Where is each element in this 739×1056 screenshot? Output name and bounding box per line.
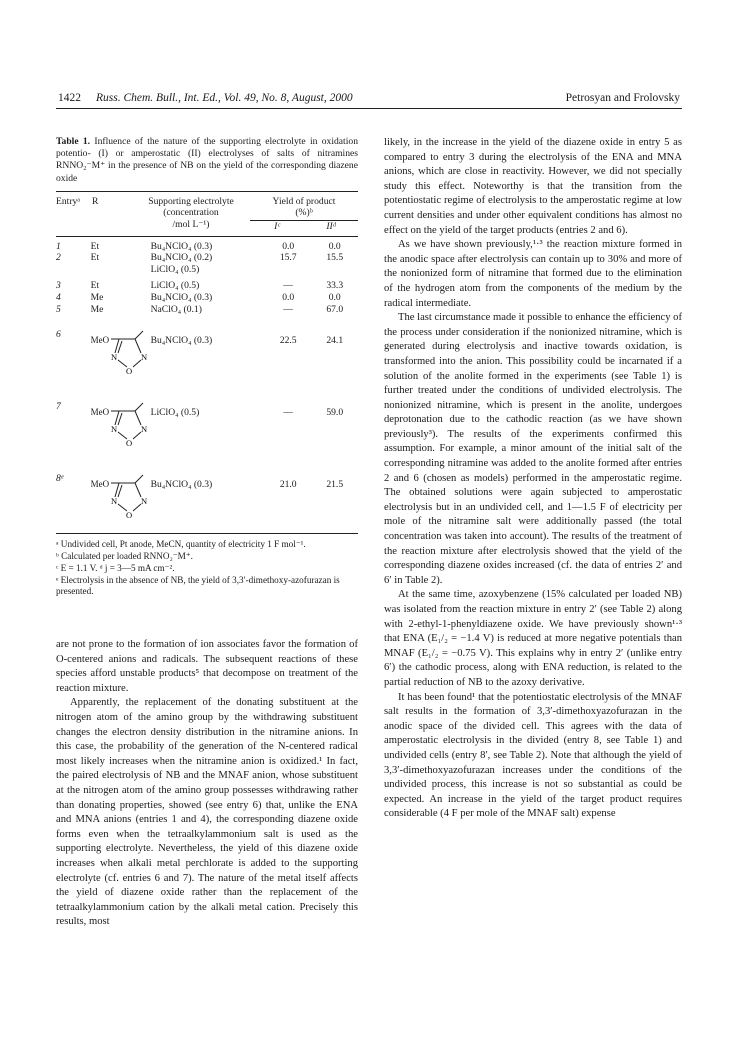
table-1 — [56, 136, 358, 598]
cell-yield-i: 0.0 — [282, 240, 295, 252]
col-electrolyte-line-1: Supporting electrolyte — [148, 195, 234, 207]
cell-yield-i — [265, 264, 312, 276]
cell-yield-i: 15.7 — [279, 252, 297, 264]
header-rule — [56, 108, 682, 109]
structure-meo-label: MeO — [90, 335, 110, 346]
cell-yield-ii: 15.5 — [326, 252, 344, 264]
cell-r-structure — [91, 401, 151, 447]
cell-yield-i: — — [283, 280, 293, 292]
table-row — [56, 264, 358, 276]
table-row — [56, 241, 358, 253]
cell-electrolyte: Bu₄NClO₄ (0.3) — [150, 240, 213, 252]
cell-entry — [56, 264, 91, 276]
col-yield — [250, 196, 358, 233]
furazan-ring-drawing — [111, 473, 153, 519]
ring-n-right: N — [140, 352, 147, 363]
cell-electrolyte: Bu₄NClO₄ (0.3) — [150, 291, 213, 303]
ring-o: O — [125, 438, 132, 448]
table-header — [56, 196, 358, 233]
col-yield-i: Iᶜ — [274, 221, 280, 232]
table-row — [56, 252, 358, 264]
footnote-b: ᵇ Calculated per loaded RNNO₂⁻M⁺. — [56, 550, 193, 561]
cell-yield-i: 21.0 — [279, 479, 297, 491]
cell-yield-i: 22.5 — [279, 335, 297, 347]
footnote-a: ᵃ Undivided cell, Pt anode, MeCN, quantity of electricity 1 F mol⁻¹. — [56, 539, 306, 550]
cell-electrolyte: LiClO₄ (0.5) — [150, 280, 200, 292]
cell-r: Et — [90, 252, 100, 264]
cell-yield-ii: 21.5 — [326, 479, 344, 491]
cell-yield-i: — — [283, 303, 293, 315]
ring-n-left: N — [110, 352, 117, 363]
ring-n-right: N — [140, 424, 147, 435]
furazan-ring-drawing — [111, 401, 153, 447]
cell-electrolyte: Bu₄NClO₄ (0.2) — [150, 252, 213, 264]
cell-r-structure — [91, 329, 151, 375]
cell-yield-i: 0.0 — [282, 291, 295, 303]
page-number: 1422 — [58, 92, 81, 104]
cell-r-structure — [91, 473, 151, 519]
right-column-text — [384, 136, 682, 822]
methoxyfurazan-structure — [91, 401, 151, 447]
cell-entry: 6 — [56, 329, 61, 341]
paragraph: are not prone to the formation of ion associates favor the formation of O-centered anions and radicals. The subsequent reactions of these species afford unstable products⁵ that decompose on treatment of the reaction mixture. — [56, 639, 358, 694]
col-yield-line-2: (%)ᵇ — [295, 207, 313, 219]
cell-r: Me — [90, 303, 104, 315]
table-top-rule — [56, 191, 358, 192]
cell-yield-ii: 0.0 — [328, 240, 341, 252]
table-body — [56, 241, 358, 520]
table-row — [56, 292, 358, 304]
cell-yield-ii: 33.3 — [326, 280, 344, 292]
cell-entry: 1 — [56, 240, 61, 252]
paragraph: Apparently, the replacement of the donating substituent at the nitrogen atom of the amino group by the withdrawing substituent changes the electron density distribution in the nitramine anions. In this case, the probability of the generation of the N-centered radical most likely increases when the nitramine anion is oxidized.¹ In fact, the paired electrolysis of NB and the MNAF anion, whose substituent at the nitrogen atom of the amino group possesses withdrawing rather than donating properties, showed (see entry 6) that, unlike the ENA and MNA anions (entries 1 and 4), the corresponding diazene oxide forms even when the tetraalkylammonium salt is used as the supporting electrolyte. Nevertheless, the yield of this diazene oxide increases when alkali metal perchlorate is added to the supporting electrolyte (cf. entries 6 and 7). The nature of the metal itself affects the yield of diazene oxide rather than the replacement of the tetraalkylammonium cation by the alkali metal cation. Precisely this results, most — [56, 697, 358, 928]
cell-entry: 3 — [56, 280, 61, 292]
col-yield-ii: IIᵈ — [326, 221, 336, 232]
paragraph: It has been found¹ that the potentiostatic electrolysis of the MNAF salt results in the formation of 3,3′-dimethoxyazofurazan in the anodic space of the divided cell. This agrees with the data of amperostatic electrolysis in the divided (entry 8, see Table 1) and undivided cells (entry 8′, see Table 2). Note that although the yield of 3,3′-dimethoxyazofurazan increases under the conditions of the undivided process, this increase is not so substantial as could be expected. An increase in the yield of the target product requires considerable (4 F per mole of the MNAF salt) expense — [384, 691, 682, 820]
structure-meo-label: MeO — [90, 407, 110, 418]
cell-electrolyte: Bu₄NClO₄ (0.3) — [150, 479, 213, 491]
journal-citation: Russ. Chem. Bull., Int. Ed., Vol. 49, No. 8, August, 2000 — [96, 92, 353, 104]
cell-yield-i: — — [283, 407, 293, 419]
paragraph: At the same time, azoxybenzene (15% calculated per loaded NB) was isolated from the reaction mixture in entry 2′ (see Table 2) along with 2-ethyl-1-phenyldiazene oxide. We have previously shown¹·³ that ENA (E₁/₂ = −1.4 V) is reduced at more negative potentials than MNAF (E₁/₂ = −0.75 V). This explains why in entry 2′ (unlike entry 6′) the cathodic process, along with ENA reduction, is related to the partial reduction of NB to the azoxy derivative. — [384, 589, 682, 688]
cell-r — [91, 264, 151, 276]
table-bottom-rule — [56, 533, 358, 534]
table-row — [56, 329, 358, 375]
table-row — [56, 304, 358, 316]
table-caption — [56, 136, 358, 185]
table-row — [56, 401, 358, 447]
cell-entry: 7 — [56, 401, 61, 413]
methoxyfurazan-structure — [91, 329, 151, 375]
cell-entry: 2 — [56, 252, 61, 264]
paragraph: The last circumstance made it possible to enhance the efficiency of the process under consideration if the nonionized nitramine, which is generated during electrolysis and inactive towards oxidation, is transformed into the anion. This possibility could be incarnated if a solution of the anolite formed in the experiments (see Table 1) is further treated under the conditions of undivided electrolysis. The nonionized nitramine, which is present in the anolite, undergoes deprotonation due to the cathodic reaction (as we have shown previously³). The results of the experiments confirmed this assumption. For example, a minor amount of the initial salt of the corresponding nitramine was added to the anolite formed after entries 2 and 6 (chosen as models) performed in the amperostatic regime. The obtained solutions were again subjected to amperostatic electrolysis but in an undivided cell, and 1—1.5 F of electricity per mole of the nitramine salt were additionally passed (the total concentration was taken into account). The results of the treatment of the reaction mixture after electrolysis showed that the yield of the corresponding diazene oxides increased (cf. the data of entries 2′ and 6′ in Table 2). — [384, 312, 682, 586]
ring-n-left: N — [110, 424, 117, 435]
left-column-text — [56, 638, 358, 930]
ring-o: O — [125, 366, 132, 376]
cell-entry: 8ᵉ — [56, 473, 64, 485]
cell-entry: 4 — [56, 291, 61, 303]
table-row — [56, 473, 358, 519]
structure-meo-label: MeO — [90, 479, 110, 490]
cell-electrolyte: NaClO₄ (0.1) — [150, 303, 202, 315]
cell-r: Me — [90, 291, 104, 303]
table-header-rule — [56, 236, 358, 237]
methoxyfurazan-structure — [91, 473, 151, 519]
running-authors: Petrosyan and Frolovsky — [565, 92, 680, 104]
col-electrolyte — [132, 196, 250, 233]
furazan-ring-drawing — [111, 329, 153, 375]
ring-n-right: N — [140, 496, 147, 507]
table-footnotes — [56, 539, 358, 598]
cell-r: Et — [90, 240, 100, 252]
col-electrolyte-line-3: /mol L⁻¹) — [172, 219, 210, 230]
cell-electrolyte: LiClO₄ (0.5) — [150, 263, 200, 275]
cell-yield-ii — [311, 264, 358, 276]
table-row — [56, 280, 358, 292]
footnote-c-d: ᶜ E = 1.1 V. ᵈ j = 3—5 mA cm⁻². — [56, 562, 175, 573]
col-electrolyte-line-2: (concentration — [163, 207, 219, 219]
ring-n-left: N — [110, 496, 117, 507]
table-caption-text: Influence of the nature of the supporting electrolyte in oxidation potentio- (I) or amperostatic (II) electrolyses of salts of nitramines RNNO₂⁻M⁺ in the presence of NB on the yield of the corresponding diazene oxide — [56, 136, 358, 184]
cell-electrolyte: Bu₄NClO₄ (0.3) — [150, 335, 213, 347]
paragraph: As we have shown previously,¹·³ the reaction mixture formed in the anodic space after electrolysis can contain up to 30% and more of the nonionized form of nitramine that formed due to the elimination of the hydrogen atom from the components of the medium by the radical intermediate. — [384, 239, 682, 309]
cell-yield-ii: 59.0 — [326, 407, 344, 419]
cell-r: Et — [90, 280, 100, 292]
cell-yield-ii: 67.0 — [326, 303, 344, 315]
cell-entry: 5 — [56, 303, 61, 315]
ring-o: O — [125, 510, 132, 520]
cell-electrolyte: LiClO₄ (0.5) — [150, 407, 200, 419]
col-yield-line-1: Yield of product — [272, 195, 336, 207]
cell-yield-ii: 24.1 — [326, 335, 344, 347]
col-entry: Entryᵃ — [56, 195, 80, 207]
cell-yield-ii: 0.0 — [328, 291, 341, 303]
table-caption-label: Table 1. — [56, 136, 91, 147]
paragraph: likely, in the increase in the yield of the diazene oxide in entry 5 as compared to entry 3 during the electrolysis of the ENA and MNA anions, which are close in reactivity. However, we did not specially study this effect. Noteworthy is that the transition from the potentiostatic regime of electrolysis to the amperostatic regime at low current densities and under other equivalent conditions has almost no effect on the yield of the target products (entries 2 and 6). — [384, 137, 682, 236]
col-r: R — [92, 195, 99, 207]
footnote-e: ᵉ Electrolysis in the absence of NB, the yield of 3,3′-dimethoxy-azofurazan is presented. — [56, 574, 340, 597]
